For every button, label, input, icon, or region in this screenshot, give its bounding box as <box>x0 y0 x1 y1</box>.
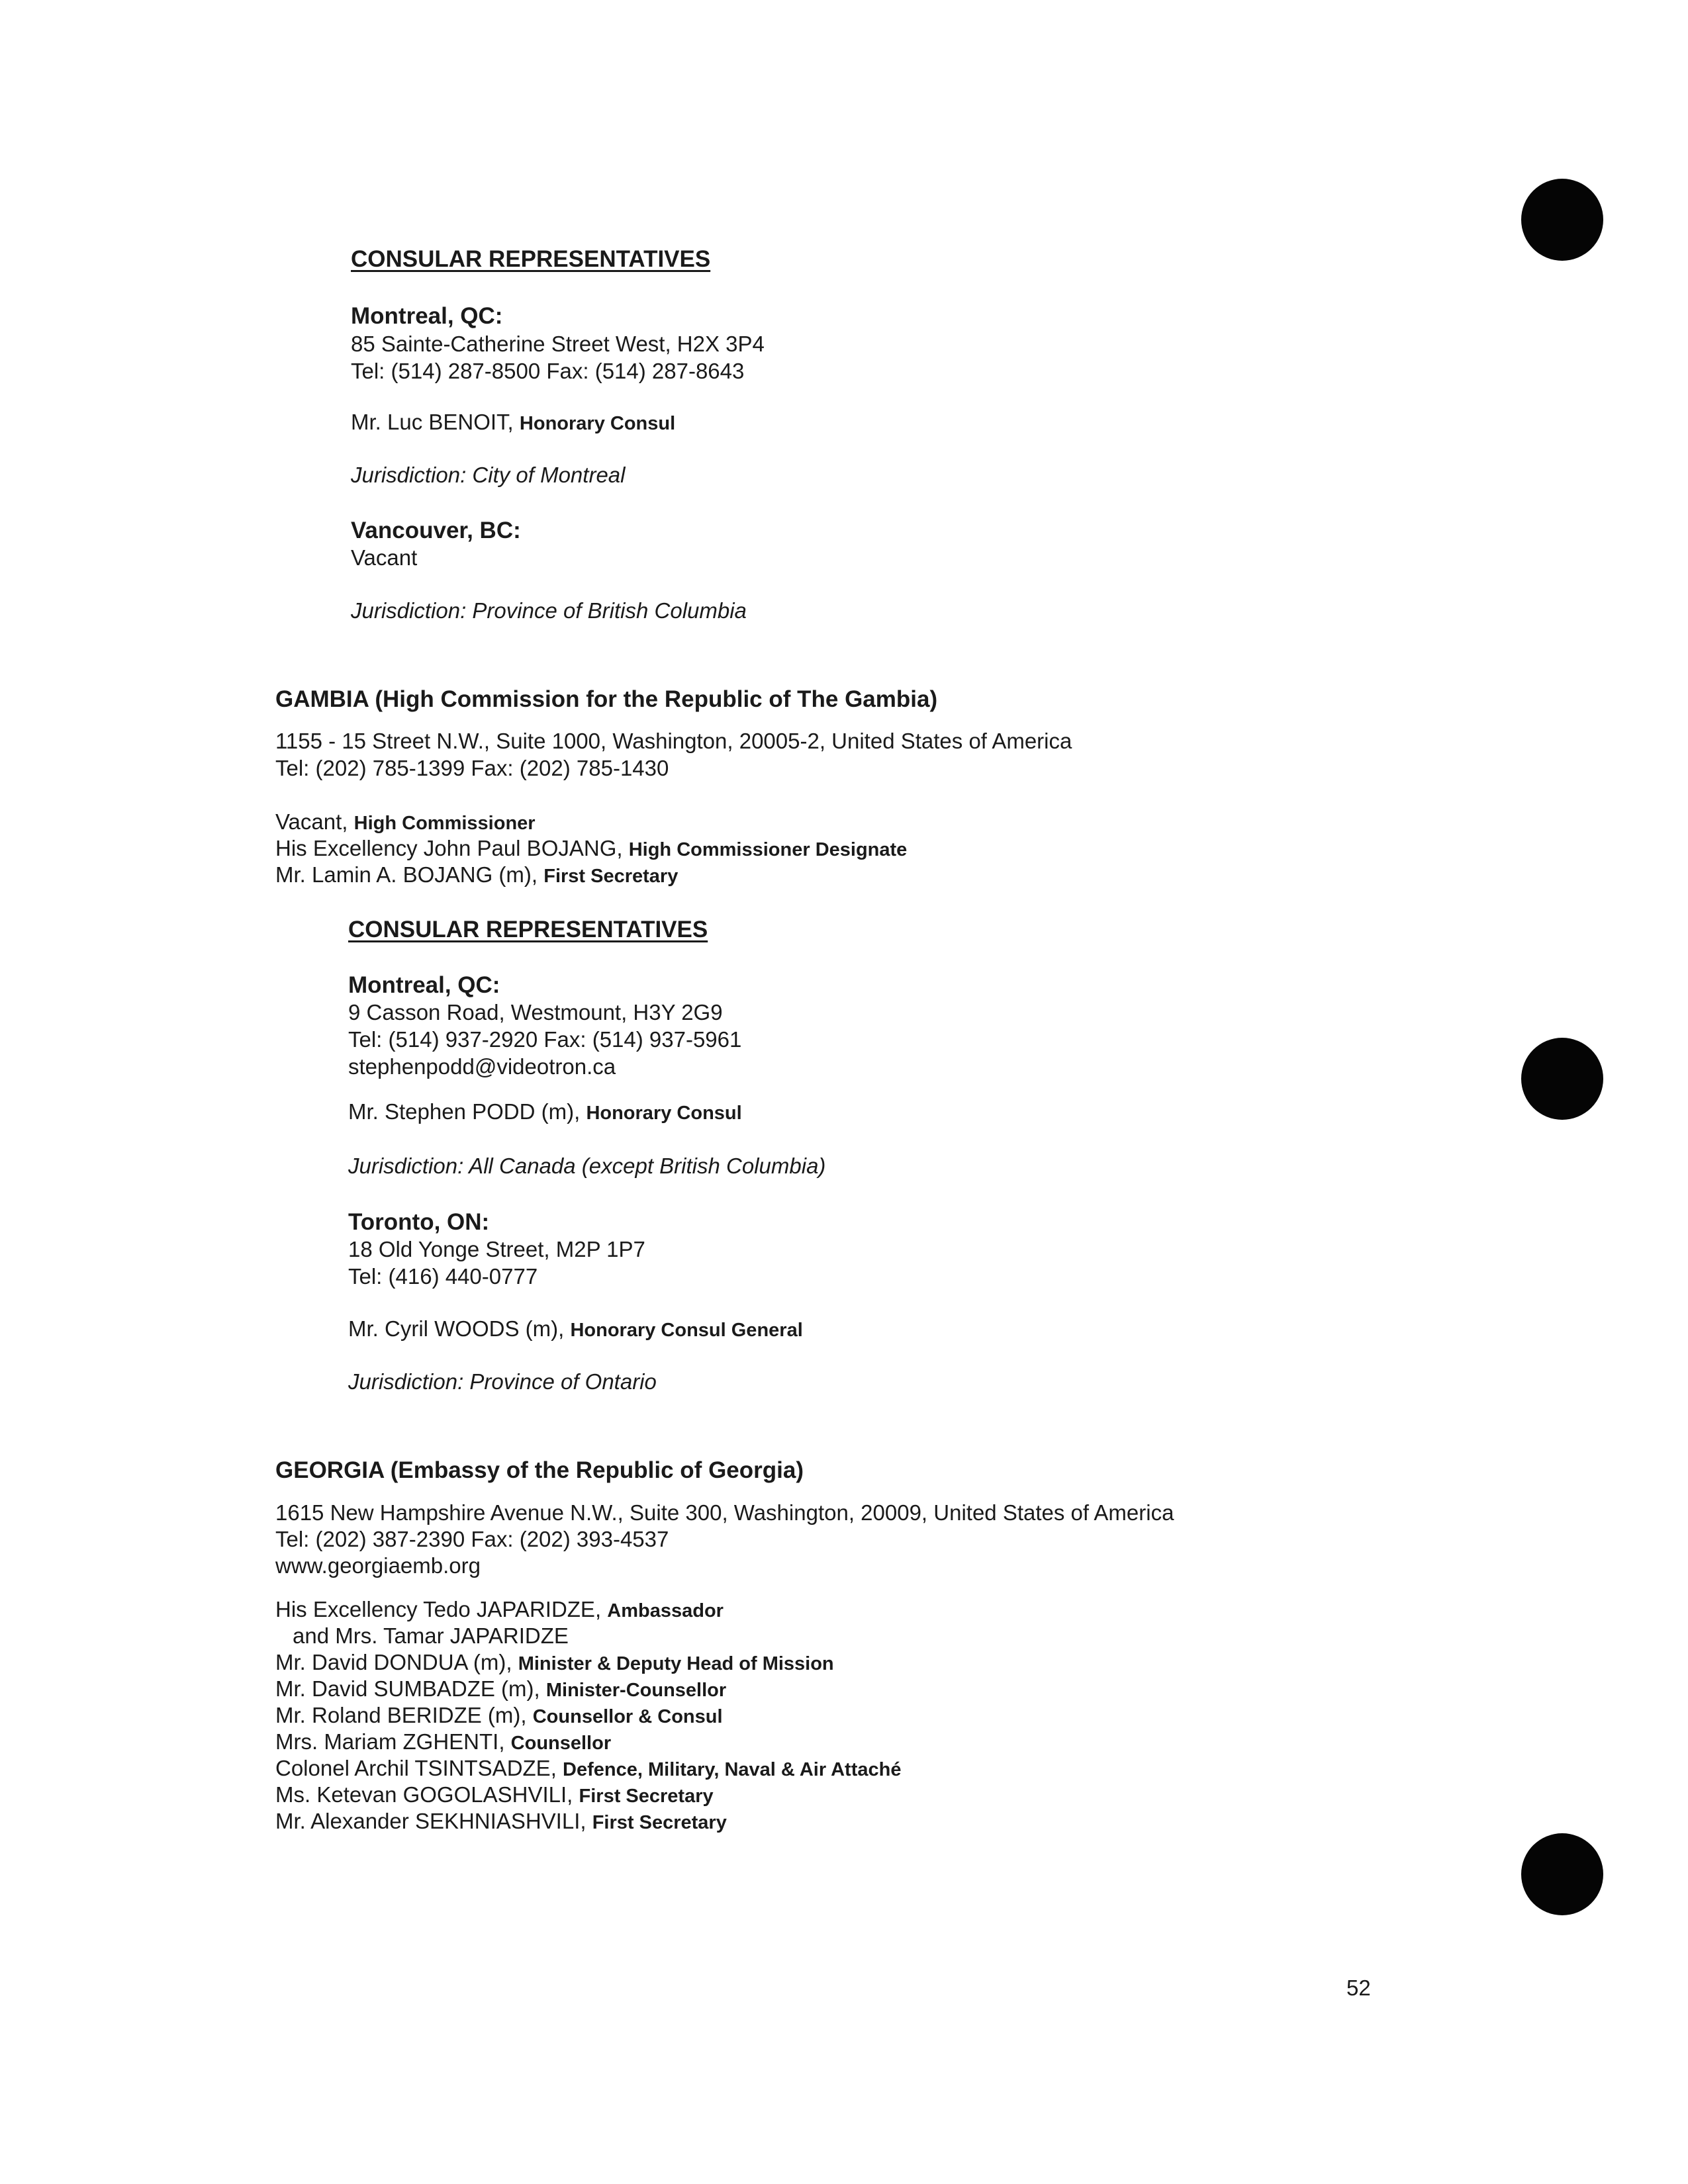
staff-title: Minister & Deputy Head of Mission <box>518 1653 834 1674</box>
vancouver-city: Vancouver, BC: <box>351 518 521 543</box>
gambia-toronto-person <box>348 1316 803 1343</box>
georgia-staff-row <box>275 1649 834 1677</box>
staff-title: Counsellor & Consul <box>532 1706 723 1727</box>
georgia-staff-row <box>275 1676 726 1704</box>
georgia-web: www.georgiaemb.org <box>275 1553 481 1578</box>
staff-name: and Mrs. Tamar JAPARIDZE <box>293 1623 569 1648</box>
staff-title: First Secretary <box>592 1812 727 1833</box>
staff-title: First Secretary <box>543 866 679 887</box>
georgia-tel: Tel: (202) 387-2390 Fax: (202) 393-4537 <box>275 1527 669 1551</box>
page-number: 52 <box>1346 1976 1371 2000</box>
person-title: Honorary Consul <box>586 1103 742 1124</box>
staff-title: Defence, Military, Naval & Air Attaché <box>563 1759 902 1780</box>
gambia-montreal-address: 9 Casson Road, Westmount, H3Y 2G9 <box>348 1000 723 1024</box>
punch-hole-middle <box>1521 1038 1603 1120</box>
gambia-address: 1155 - 15 Street N.W., Suite 1000, Washington, 20005-2, United States of America <box>275 729 1072 753</box>
vancouver-jurisdiction: Jurisdiction: Province of British Columbia <box>351 598 747 623</box>
staff-name: His Excellency Tedo JAPARIDZE, <box>275 1597 608 1621</box>
staff-title: High Commissioner <box>353 813 536 834</box>
gambia-staff-row <box>275 862 678 889</box>
montreal-person <box>351 409 675 437</box>
vancouver-status: Vacant <box>351 545 418 570</box>
person-title: Honorary Consul General <box>570 1320 803 1341</box>
staff-name: Ms. Ketevan GOGOLASHVILI, <box>275 1782 579 1807</box>
georgia-staff-row <box>275 1623 569 1651</box>
person-title: Honorary Consul <box>519 413 676 434</box>
gambia-country-heading: GAMBIA (High Commission for the Republic of The Gambia) <box>275 686 938 712</box>
staff-title: Ambassador <box>607 1600 724 1621</box>
georgia-staff-row <box>275 1755 901 1783</box>
person-name: Mr. Stephen PODD (m), <box>348 1099 586 1124</box>
georgia-staff-row <box>275 1782 714 1809</box>
gambia-toronto-city: Toronto, ON: <box>348 1209 490 1235</box>
staff-name: Mrs. Mariam ZGHENTI, <box>275 1729 511 1754</box>
gambia-montreal-city: Montreal, QC: <box>348 972 500 998</box>
gambia-montreal-email: stephenpodd@videotron.ca <box>348 1054 616 1079</box>
georgia-country-heading: GEORGIA (Embassy of the Republic of Georgia) <box>275 1457 804 1483</box>
gambia-montreal-person <box>348 1099 742 1126</box>
gambia-tel: Tel: (202) 785-1399 Fax: (202) 785-1430 <box>275 756 669 780</box>
person-name: Mr. Cyril WOODS (m), <box>348 1316 571 1341</box>
staff-title: Minister-Counsellor <box>545 1680 727 1701</box>
consular-heading: CONSULAR REPRESENTATIVES <box>351 246 711 272</box>
montreal-city: Montreal, QC: <box>351 303 503 329</box>
staff-name: Mr. Roland BERIDZE (m), <box>275 1703 533 1727</box>
staff-name: Mr. David DONDUA (m), <box>275 1650 518 1674</box>
georgia-address: 1615 New Hampshire Avenue N.W., Suite 300, Washington, 20009, United States of America <box>275 1500 1174 1525</box>
georgia-staff-row <box>275 1808 727 1836</box>
montreal-address: 85 Sainte-Catherine Street West, H2X 3P4 <box>351 332 765 356</box>
staff-title: High Commissioner Designate <box>628 839 908 860</box>
gambia-staff-row <box>275 835 907 863</box>
punch-hole-bottom <box>1521 1833 1603 1915</box>
gambia-toronto-address: 18 Old Yonge Street, M2P 1P7 <box>348 1237 645 1261</box>
staff-name: Colonel Archil TSINTSADZE, <box>275 1756 563 1780</box>
gambia-staff-row <box>275 809 536 837</box>
staff-name: Vacant, <box>275 809 354 834</box>
georgia-staff-row <box>275 1702 723 1730</box>
staff-title: First Secretary <box>579 1786 714 1807</box>
staff-title: Counsellor <box>510 1733 612 1754</box>
staff-name: Mr. Lamin A. BOJANG (m), <box>275 862 544 887</box>
staff-name: His Excellency John Paul BOJANG, <box>275 836 629 860</box>
staff-name: Mr. David SUMBADZE (m), <box>275 1676 546 1701</box>
gambia-consular-heading: CONSULAR REPRESENTATIVES <box>348 917 708 942</box>
person-name: Mr. Luc BENOIT, <box>351 410 520 434</box>
gambia-toronto-jurisdiction: Jurisdiction: Province of Ontario <box>348 1369 657 1394</box>
gambia-montreal-tel: Tel: (514) 937-2920 Fax: (514) 937-5961 <box>348 1027 742 1052</box>
montreal-jurisdiction: Jurisdiction: City of Montreal <box>351 463 626 487</box>
georgia-staff-row <box>275 1596 724 1624</box>
gambia-toronto-tel: Tel: (416) 440-0777 <box>348 1264 538 1289</box>
georgia-staff-row <box>275 1729 611 1756</box>
staff-name: Mr. Alexander SEKHNIASHVILI, <box>275 1809 592 1833</box>
montreal-tel: Tel: (514) 287-8500 Fax: (514) 287-8643 <box>351 359 745 383</box>
gambia-montreal-jurisdiction: Jurisdiction: All Canada (except British Columbia) <box>348 1154 826 1178</box>
punch-hole-top <box>1521 179 1603 261</box>
